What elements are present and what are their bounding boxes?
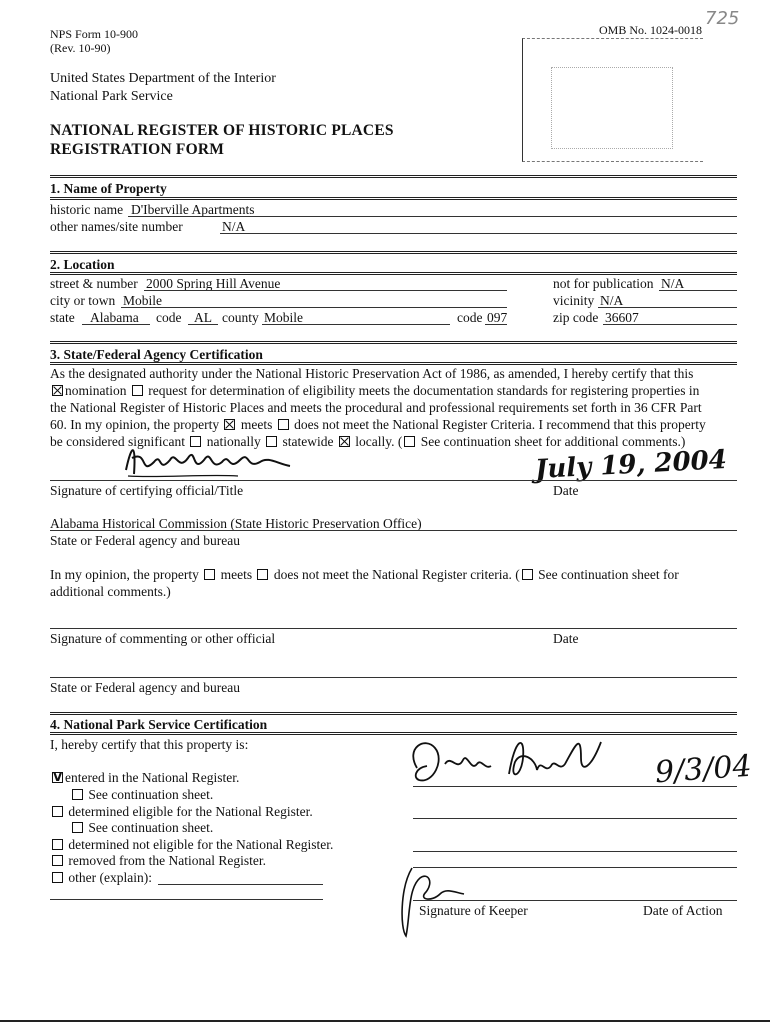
opinion-meets-label: meets (220, 567, 253, 582)
keeper-signature (405, 728, 625, 798)
city-label: city or town (50, 293, 116, 308)
form-number: NPS Form 10-900 (50, 27, 139, 41)
county-value: Mobile (264, 310, 303, 325)
field-line (50, 677, 737, 678)
street-value: 2000 Spring Hill Avenue (146, 276, 281, 291)
status-item-continuation-2 (70, 820, 213, 836)
certifying-signature-label: Signature of certifying official/Title (50, 483, 244, 498)
nomination-checkbox[interactable] (52, 385, 63, 396)
opinion-meets-checkbox[interactable] (204, 569, 215, 580)
nomination-label: nomination (65, 383, 127, 398)
continuation-1-label: See continuation sheet. (88, 787, 214, 802)
field-line (598, 307, 737, 308)
section4-heading: 4. National Park Service Certification (50, 717, 268, 732)
other-names-value: N/A (222, 219, 246, 234)
cert-line-5a: be considered significant (50, 434, 185, 449)
status-item-eligible (50, 804, 313, 820)
vicinity-value: N/A (600, 293, 624, 308)
handwritten-action-date: 9/3/04 (653, 748, 753, 791)
historic-name-label: historic name (50, 202, 124, 217)
certifying-date-label: Date (553, 483, 579, 498)
certification-paragraph (50, 365, 737, 450)
nationally-label: nationally (206, 434, 261, 449)
field-line (50, 530, 737, 531)
field-line (158, 884, 323, 885)
handwritten-cert-date: July 19, 2004 (534, 444, 728, 486)
entered-label: entered in the National Register. (65, 770, 240, 785)
service: National Park Service (50, 89, 173, 104)
field-line (262, 324, 450, 325)
opinion-continuation-checkbox[interactable] (522, 569, 533, 580)
opinion-text-c: See continuation sheet for (538, 567, 679, 582)
field-line (485, 324, 507, 325)
signature-line (413, 818, 737, 819)
certifying-signature (118, 440, 298, 482)
keeper-signature-label: Signature of Keeper (419, 903, 528, 918)
vicinity-label: vicinity (553, 293, 595, 308)
section1-heading: 1. Name of Property (50, 181, 167, 196)
section-divider (50, 251, 737, 256)
continuation-checkbox[interactable] (404, 436, 415, 447)
field-line (144, 290, 507, 291)
removed-label: removed from the National Register. (68, 853, 266, 868)
status-item-removed (50, 853, 266, 869)
status-item-entered (50, 770, 239, 786)
field-line (50, 899, 323, 900)
omb-number: OMB No. 1024-0018 (599, 23, 703, 37)
cert-line-1: As the designated authority under the National Historic Preservation Act of 1986, as amended, I hereby certify that this (50, 366, 694, 381)
commenting-signature-label: Signature of commenting or other official (50, 631, 276, 646)
eligible-label: determined eligible for the National Register. (68, 804, 313, 819)
commenting-date-label: Date (553, 631, 579, 646)
cert-line-2-text: request for determination of eligibility meets the documentation standards for registering properties in (148, 383, 700, 398)
opinion-paragraph (50, 566, 737, 600)
field-line (603, 324, 737, 325)
state-code-label: code (156, 310, 182, 325)
signature-line (50, 628, 737, 629)
field-line (82, 324, 150, 325)
continuation-2-label: See continuation sheet. (88, 820, 214, 835)
state-label: state (50, 310, 75, 325)
opinion-text-a: In my opinion, the property (50, 567, 199, 582)
removed-checkbox[interactable] (52, 855, 63, 866)
field-line (128, 216, 737, 217)
locally-label: locally. ( (355, 434, 403, 449)
opinion-line-2: additional comments.) (50, 584, 171, 599)
date-of-action-label: Date of Action (643, 903, 723, 918)
cert-line-3: the National Register of Historic Places and meets the procedural and professional requirements set forth in 36 CFR Part (50, 400, 702, 415)
section2-heading: 2. Location (50, 257, 115, 272)
other-names-label: other names/site number (50, 219, 183, 234)
page-bottom-edge (0, 1020, 770, 1022)
county-code-value: 097 (487, 310, 508, 325)
status-item-continuation-1 (70, 787, 213, 803)
historic-name-value: D'Iberville Apartments (131, 202, 255, 217)
form-title-line2: REGISTRATION FORM (50, 141, 225, 158)
keeper-intro: I, hereby certify that this property is: (50, 737, 249, 752)
agency-label: State or Federal agency and bureau (50, 533, 241, 548)
opinion-text-b: does not meet the National Register criteria. ( (273, 567, 520, 582)
city-value: Mobile (123, 293, 162, 308)
does-not-meet-checkbox[interactable] (278, 419, 289, 430)
section3-heading: 3. State/Federal Agency Certification (50, 347, 263, 362)
continuation-1-checkbox[interactable] (72, 789, 83, 800)
signature-line (50, 480, 737, 481)
street-label: street & number (50, 276, 138, 291)
county-label: county (222, 310, 259, 325)
continuation-2-checkbox[interactable] (72, 822, 83, 833)
eligible-checkbox[interactable] (52, 806, 63, 817)
receipt-stamp-box (522, 38, 703, 162)
stamp-inner (551, 67, 673, 149)
meets-checkbox[interactable] (224, 419, 235, 430)
cert-line-4a: 60. In my opinion, the property (50, 417, 220, 432)
field-line (188, 324, 218, 325)
request-checkbox[interactable] (132, 385, 143, 396)
locally-checkbox[interactable] (339, 436, 350, 447)
field-line (220, 233, 737, 234)
zip-value: 36607 (605, 310, 639, 325)
other-checkbox[interactable] (52, 872, 63, 883)
zip-label: zip code (553, 310, 599, 325)
section-divider (50, 175, 737, 180)
statewide-label: statewide (282, 434, 334, 449)
signature-line (413, 851, 737, 852)
cert-line-4b: does not meet the National Register Criteria. I recommend that this property (294, 417, 706, 432)
status-item-other (50, 870, 152, 886)
field-line (121, 307, 507, 308)
not-eligible-label: determined not eligible for the National Register. (68, 837, 334, 852)
state-code-value: AL (194, 310, 212, 325)
opinion-line-1 (50, 566, 737, 583)
not-for-publication-value: N/A (661, 276, 685, 291)
county-code-label: code (457, 310, 483, 325)
not-for-publication-label: not for publication (553, 276, 654, 291)
status-item-not-eligible (50, 837, 333, 853)
meets-label: meets (240, 417, 273, 432)
not-eligible-checkbox[interactable] (52, 839, 63, 850)
field-line (659, 290, 737, 291)
opinion-not-meet-checkbox[interactable] (257, 569, 268, 580)
handwritten-corner-number: 725 (705, 8, 740, 29)
agency2-label: State or Federal agency and bureau (50, 680, 241, 695)
signature-line (413, 900, 737, 901)
form-title-line1: NATIONAL REGISTER OF HISTORIC PLACES (50, 122, 394, 139)
agency-name: Alabama Historical Commission (State Historic Preservation Office) (50, 516, 422, 531)
cert-line-2 (50, 382, 737, 399)
entered-checkbox[interactable] (52, 772, 63, 783)
department: United States Department of the Interior (50, 71, 276, 86)
section-divider (50, 341, 737, 346)
state-value: Alabama (90, 310, 139, 325)
form-revision: (Rev. 10-90) (50, 41, 111, 55)
continuation-label: See continuation sheet for additional comments.) (420, 434, 686, 449)
other-label: other (explain): (68, 870, 152, 885)
signature-line (413, 786, 737, 787)
cert-line-4 (50, 416, 737, 433)
